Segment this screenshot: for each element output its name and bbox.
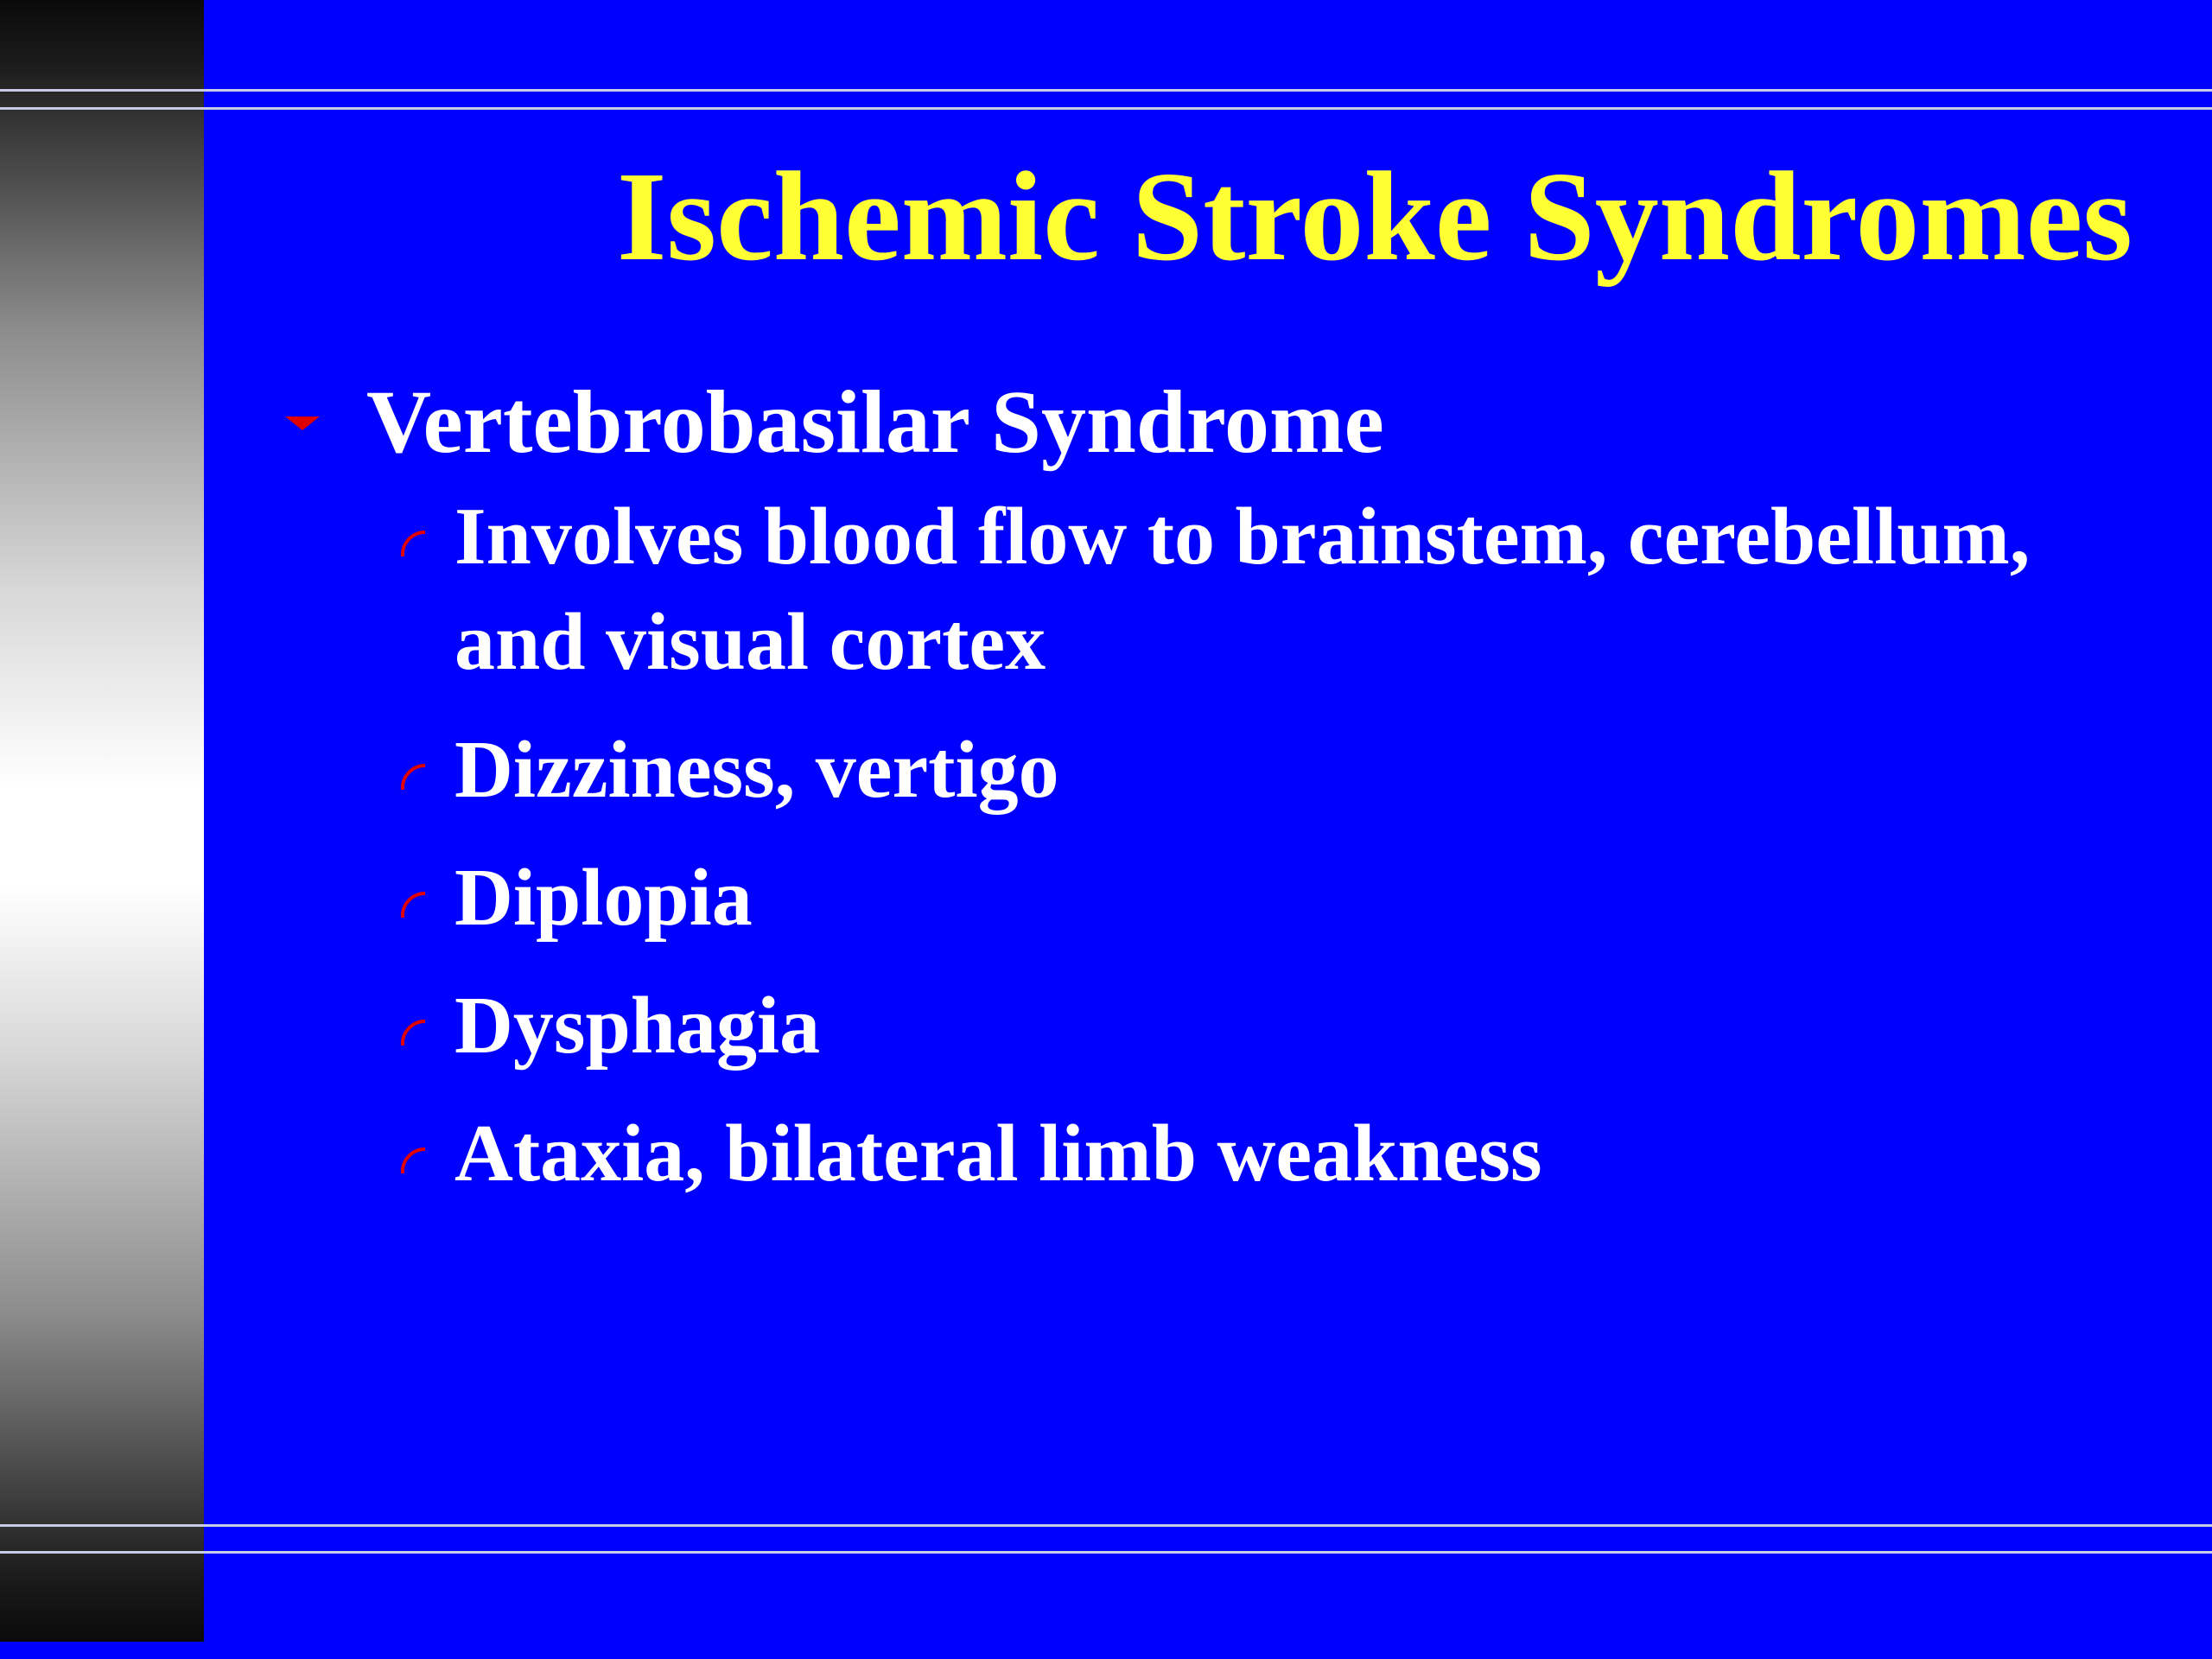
arc-bullet-icon	[396, 845, 454, 925]
bottom-rule-line	[0, 1551, 2212, 1554]
sub-bullet-text: Dysphagia	[454, 981, 821, 1071]
sub-bullet-item	[396, 1101, 2100, 1206]
arc-bullet-icon	[396, 717, 454, 798]
arc-bullet-icon	[396, 1101, 454, 1181]
slide-content	[285, 372, 2100, 1230]
triangle-down-bullet-icon	[285, 372, 366, 438]
main-bullet-text: Vertebrobasilar Syndrome	[366, 372, 1384, 472]
gradient-side-bar	[0, 0, 204, 1642]
sub-bullet-list	[396, 484, 2100, 1207]
bottom-rule-line	[0, 1524, 2212, 1527]
arc-bullet-icon	[396, 484, 454, 564]
top-rule-line	[0, 107, 2212, 110]
sub-bullet-item	[396, 973, 2100, 1078]
sub-bullet-text: Diplopia	[454, 853, 753, 944]
sub-bullet-text: Ataxia, bilateral limb weakness	[454, 1109, 1542, 1199]
sub-bullet-item	[396, 845, 2100, 950]
sub-bullet-item	[396, 717, 2100, 823]
sub-bullet-item	[396, 484, 2100, 695]
sub-bullet-text: Involves blood flow to brainstem, cerebellum, and visual cortex	[454, 491, 2031, 687]
arc-bullet-icon	[396, 973, 454, 1053]
slide-title: Ischemic Stroke Syndromes	[616, 146, 2133, 288]
top-rule-line	[0, 89, 2212, 92]
main-bullet-item	[285, 372, 2100, 474]
sub-bullet-text: Dizziness, vertigo	[454, 724, 1059, 815]
